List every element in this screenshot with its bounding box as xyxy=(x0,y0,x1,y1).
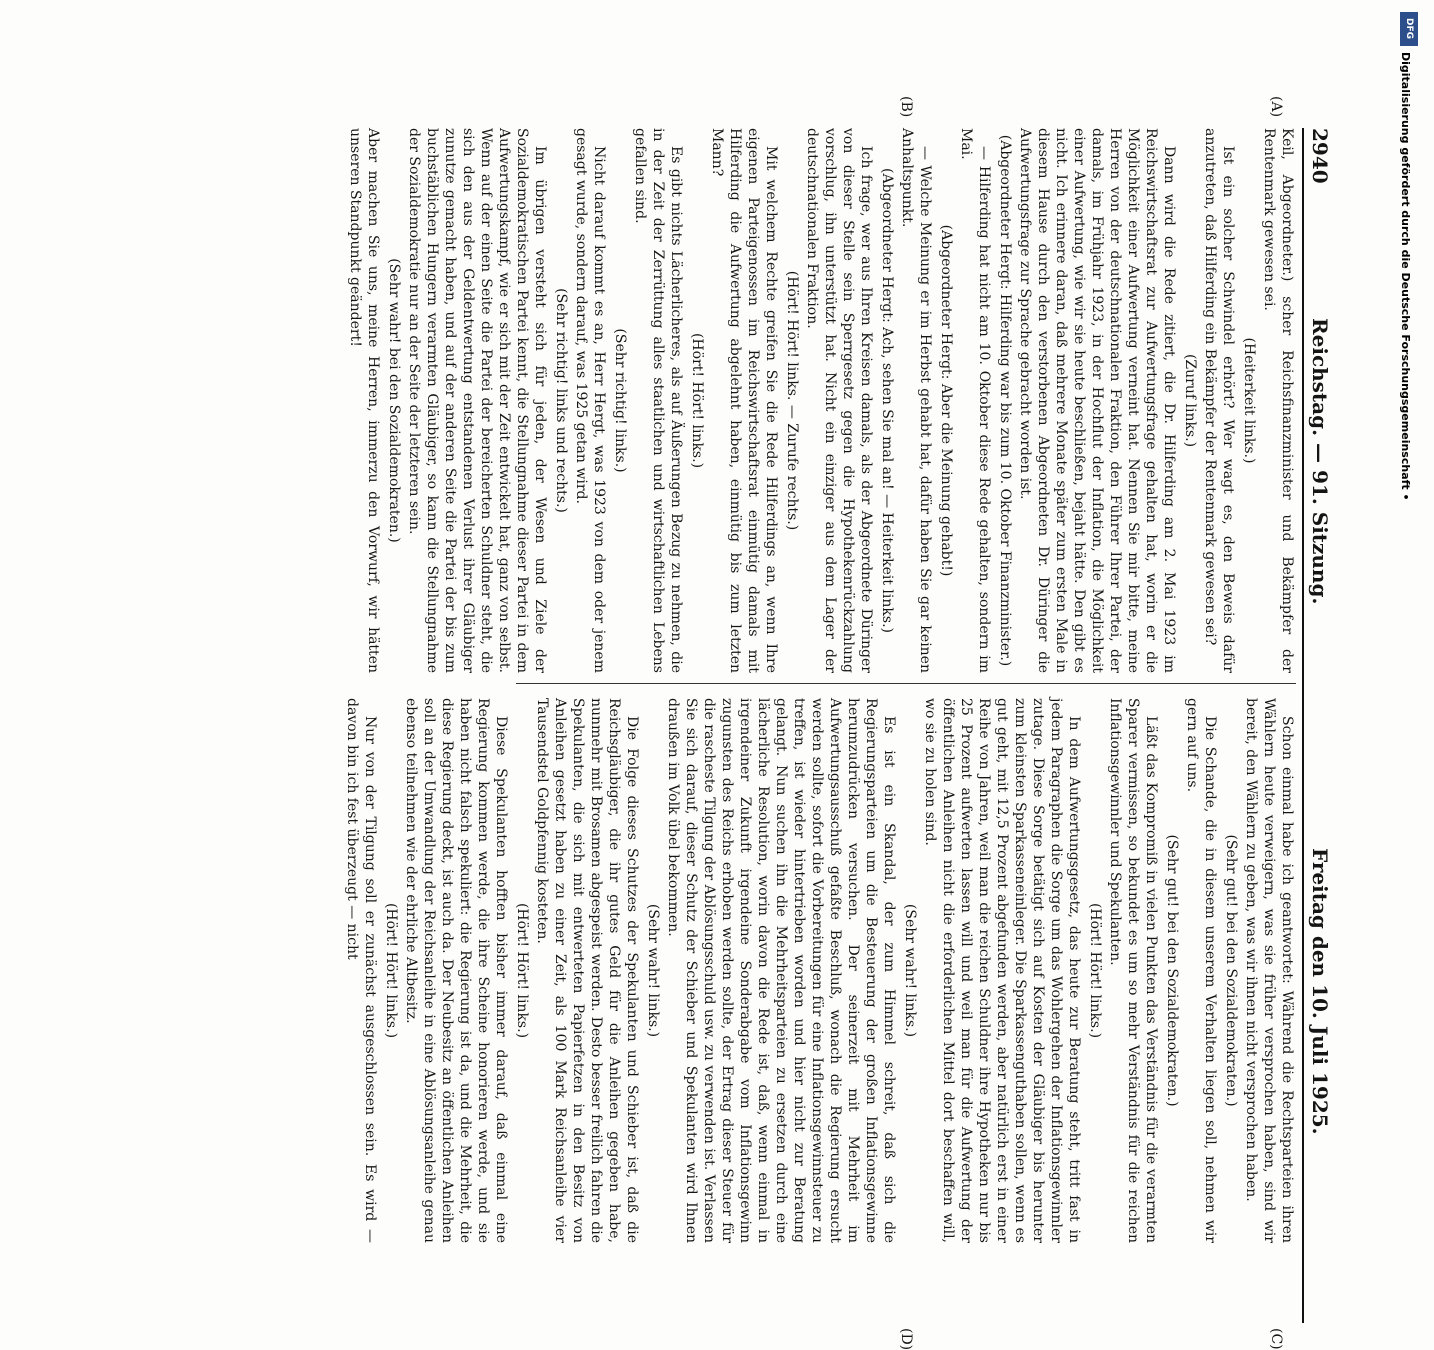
paragraph: Nicht darauf kommt es an, Herr Hergt, was 1923 von dem oder jenem gesagt wurde, sondern darauf, was 1925 getan wird. xyxy=(573,128,607,673)
digitization-strip xyxy=(1398,12,1422,998)
paragraph: Ich frage, wer aus Ihren Kreisen damals, als der Abgeordnete Düringer von dieser Stelle sein Sperrgesetz gegen die Hypothekenrückzahlung vorschlug, ihn unterstützt hat. Nicht ein einziger aus dem Lager der deutschnationalen Fraktion. xyxy=(804,128,874,673)
interjection: (Zuruf links.) xyxy=(1182,353,1198,448)
paragraph: Diese Spekulanten hofften bisher immer darauf, daß einmal eine Regierung kommen werde, die ihre Scheine honorieren werde, und sie haben nicht falsch spekuliert: die Regierung ist da, und die Mehrheit, die diese Regierung deckt, ist auch da. Der Neubesitz an öffentlichen Anleihen soll an der Umwandlung der Reichsanleihe in eine Ablösungsanleihe genau ebenso teilnehmen wie der ehrliche Altbesitz. xyxy=(403,698,509,1243)
dfg-logo-icon: DFG xyxy=(1400,12,1418,46)
paragraph: Die Folge dieses Schutzes der Spekulanten und Schieber ist, daß die Reichsgläubiger, die ihr gutes Geld für die Anleihen gegeben habe, nunmehr mit Brosamen abgespeist werden. Desto besser freilich fahren die Spekulanten, die sich mit entwerteten Papierfetzen in den Besitz von Anleihen gesetzt haben zu einer Zeit, als 100 Mark Reichsanleihe vier Tausendstel Goldpfennig kosteten. xyxy=(534,698,640,1243)
interjection: (Sehr richtig! links und rechts.) xyxy=(553,288,569,513)
column-separator xyxy=(516,683,1296,684)
paragraph: Im übrigen versteht sich für jeden, der Wesen und Ziele der Sozialdemokratischen Partei kennt, die Stellungnahme dieser Partei in dem Aufwertungskampf, wie er sich mit der Zeit entwickelt hat, ganz von selbst. Wenn auf der einen Seite die Partei der bereicherten Schuldner steht, die sich den aus der Geldentwertung entstandenen Verlust ihrer Gläubiger zunutze gemacht haben, und auf der anderen Seite die Partei der bis zum buchstäblichen Hungern verarmten Gläubiger, so kann die Stellungnahme der Sozialdemokratie nur an der Seite der letzteren sein. xyxy=(406,128,548,673)
digitization-note: Digitalisierung gefördert durch die Deutsche Forschungsgemeinschaft • xyxy=(1399,52,1412,501)
paragraph: Mit welchem Rechte greifen Sie die Rede Hilferdings an, wenn Ihre eigenen Parteigenossen im Reichswirtschaftsrat einmütig damals mit Hilferding die Aufwertung abgelehnt haben, einmütig bis zum letzten Mann? xyxy=(709,128,779,673)
paragraph: Es gibt nichts Lächerlicheres, als auf Äußerungen Bezug zu nehmen, die in der Zeit der Zerrüttung alles staatlichen und wirtschaftlichen Lebens gefallen sind. xyxy=(632,128,684,673)
left-column xyxy=(344,128,1296,673)
paragraph: Es ist ein Skandal, der zum Himmel schreit, daß sich die Regierungsparteien um die Besteuerung der großen Inflationsgewinne herumzudrücken versuchen. Der seinerzeit mit Mehrheit im Aufwertungsausschuß gefaßte Beschluß, wonach die Regierung ersucht werden sollte, sofort die Vorbereitungen für eine Inflationsgewinnsteuer zu treffen, ist wieder hintertrieben worden und hier nicht zur Beratung gelangt. Nun suchen ihn die Mehrheitsparteien zu ersetzen durch eine lächerliche Resolution, worin davon die Rede ist, daß, wenn einmal in irgendeiner Zukunft irgendeine Sonderabgabe vom Inflationsgewinn zugunsten des Reichs erhoben werden sollte, der Ertrag dieser Steuer für die rascheste Tilgung der Ablösungsschuld usw. zu verwenden ist. Verlassen Sie sich darauf, dieser Schutz der Schieber und Spekulanten wird Ihnen draußen im Volk übel bekommen. xyxy=(665,698,897,1243)
interjection: (Abgeordneter Hergt: Ach, sehen Sie mal an! — Heiterkeit links.) xyxy=(879,168,895,633)
page-header xyxy=(1302,128,1336,1323)
paragraph: Ist ein solcher Schwindel erhört? Wer wagt es, den Beweis dafür anzutreten, daß Hilferding ein Bekämpfer der Rentenmark gewesen sei? xyxy=(1202,128,1236,673)
interjection: (Hört! Hört! links.) xyxy=(1087,902,1103,1039)
interjection: (Sehr gut! bei den Sozialdemokraten.) xyxy=(1164,834,1180,1107)
paragraph: Dann wird die Rede zitiert, die Dr. Hilferding am 2. Mai 1923 im Reichswirtschaftsrat zur Aufwertungsfrage gehalten hat, worin er die Möglichkeit einer Aufwertung verneint hat. Nennen Sie mir bitte, meine Herren von der deutschnationalen Fraktion, den Führer Ihrer Partei, der damals, im Frühjahr 1923, in der Hochflut der Inflation, die Möglichkeit einer Aufwertung, wie wir sie heute beschließen, bejaht hätte. Den gibt es nicht. Ich erinnere daran, daß mehrere Monate später zum ersten Male in diesem Hause durch den verstorbenen Abgeordneten Dr. Düringer die Aufwertungsfrage zur Sprache gebracht worden ist. xyxy=(1017,128,1177,673)
margin-mark-b: (B) xyxy=(898,96,914,118)
interjection: (Sehr wahr! bei den Sozialdemokraten.) xyxy=(386,258,402,543)
paragraph: Keil, Abgeordneter.) scher Reichsfinanzminister und Bekämpfer der Rentenmark gewesen sei. xyxy=(1261,128,1295,673)
paragraph: Nur von der Tilgung soll er zunächst ausgeschlossen sein. Es wird — davon bin ich fest überzeugt — nicht xyxy=(344,698,378,1243)
header-left-title: Reichstag. — 91. Sitzung. xyxy=(1308,318,1332,605)
interjection: (Sehr wahr! links.) xyxy=(645,903,661,1038)
interjection: (Hört! Hört! links.) xyxy=(514,902,530,1039)
interjection: (Abgeordneter Hergt: Hilferding war bis zum 10. Oktober Finanzminister.) xyxy=(997,134,1013,667)
paragraph: Die Schande, die in diesem unserem Verhalten liegen soll, nehmen wir gern auf uns. xyxy=(1184,698,1218,1243)
margin-mark-c: (C) xyxy=(1268,1328,1284,1350)
right-column xyxy=(341,698,1296,1243)
paragraph: In dem Aufwertungsgesetz, das heute zur Beratung steht, tritt fast in jedem Paragraphen die Sorge um das Wohlergehen der Inflationsgewinnler zutage. Diese Sorge betätigt sich auf Kosten der Gläubiger bis herunter zum kleinsten Sparkasseneinleger. Die Sparkassenguthaben sollen, wenn es gut geht, mit 12,5 Prozent abgefunden werden, aber natürlich erst in einer Reihe von Jahren, weil man die reichen Schuldner ihre Hypotheken nur bis 25 Prozent aufwerten lassen will und weil man für die Aufwertung der öffentlichen Anleihen nicht die erforderlichen Mittel dort beschaffen will, wo sie zu holen sind. xyxy=(922,698,1082,1243)
interjection: (Sehr richtig! links.) xyxy=(612,328,628,473)
page-number: 2940 xyxy=(1308,128,1332,184)
margin-mark-d: (D) xyxy=(898,1328,914,1350)
interjection: (Hört! Hört! links.) xyxy=(383,902,399,1039)
paragraph: Läßt das Kompromiß in vielen Punkten das Verständnis für die verarmten Sparer vermissen, so bekundet es um so mehr Verständnis für die reichen Inflationsgewinnler und Spekulanten. xyxy=(1107,698,1159,1243)
interjection: (Hört! Hört! links. — Zurufe rechts.) xyxy=(784,270,800,531)
paragraph: — Welche Meinung er im Herbst gehabt hat, dafür haben Sie gar keinen Anhaltspunkt. xyxy=(899,128,933,673)
paragraph: Aber machen Sie uns, meine Herren, immerzu den Vorwurf, wir hätten unseren Standpunkt geändert! xyxy=(347,128,381,673)
interjection: (Abgeordneter Hergt: Aber die Meinung gehabt!) xyxy=(938,224,954,577)
interjection: (Hört! Hört! links.) xyxy=(689,332,705,469)
paragraph: — Hilferding hat nicht am 10. Oktober diese Rede gehalten, sondern im Mai. xyxy=(958,128,992,673)
paragraph: Schon einmal habe ich geantwortet: Während die Rechtsparteien ihren Wählern heute verweigern, was sie früher versprochen haben, sind wir bereit, den Wählern zu geben, was wir ihnen nicht versprochen haben. xyxy=(1243,698,1295,1243)
margin-mark-a: (A) xyxy=(1268,96,1284,118)
header-right-title: Freitag den 10. Juli 1925. xyxy=(1308,848,1332,1135)
interjection: (Sehr wahr! links.) xyxy=(902,903,918,1038)
interjection: (Heiterkeit links.) xyxy=(1241,337,1257,464)
header-rule xyxy=(1302,128,1304,1323)
interjection: (Sehr gut! bei den Sozialdemokraten.) xyxy=(1223,834,1239,1107)
